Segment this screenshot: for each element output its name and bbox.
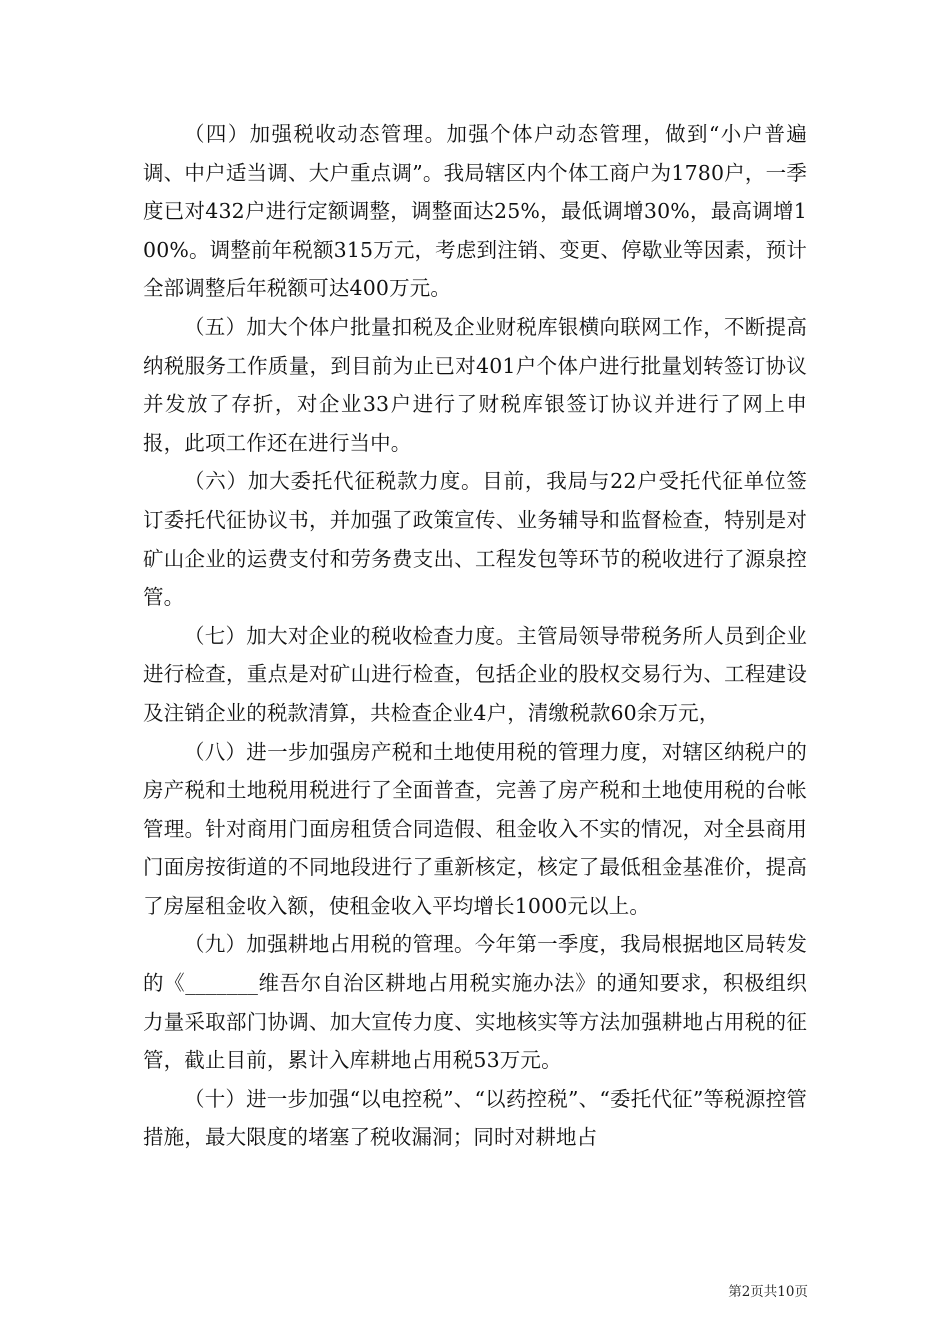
paragraph-5-batch-tax-deduction: （五）加大个体户批量扣税及企业财税库银横向联网工作，不断提高纳税服务工作质量，到目前为止已对401户个体户进行批量划转签订协议并发放了存折，对企业33户进行了财税库银签订协议并进行了网上申报，此项工作还在进行当中。 [143, 314, 807, 455]
paragraph-10-tax-source-control: （十）进一步加强“以电控税”、“以药控税”、“委托代征”等税源控管措施，最大限度的堵塞了税收漏洞；同时对耕地占 [143, 1086, 807, 1150]
paragraph-8-property-land-tax: （八）进一步加强房产税和土地使用税的管理力度，对辖区纳税户的房产税和土地税用税进行了全面普查，完善了房产税和土地使用税的台帐管理。针对商用门面房租赁合同造假、租金收入不实的情况，对全县商用门面房按街道的不同地段进行了重新核定，核定了最低租金基准价，提高了房屋租金收入额，使租金收入平均增长1000元以上。 [143, 739, 807, 918]
paragraph-7-tax-inspection: （七）加大对企业的税收检查力度。主管局领导带税务所人员到企业进行检查，重点是对矿山进行检查，包括企业的股权交易行为、工程建设及注销企业的税款清算，共检查企业4户，清缴税款60余万元， [143, 623, 807, 725]
page-number-footer: 第2页共10页 [728, 1284, 808, 1300]
paragraph-4-tax-dynamic-management: （四）加强税收动态管理。加强个体户动态管理，做到“小户普遍调、中户适当调、大户重点调”。我局辖区内个体工商户为1780户，一季度已对432户进行定额调整，调整面达25%，最低调增30%，最高调增100%。调整前年税额315万元，考虑到注销、变更、停歇业等因素，预计全部调整后年税额可达400万元。 [143, 122, 807, 301]
paragraph-9-farmland-occupation-tax: （九）加强耕地占用税的管理。今年第一季度，我局根据地区局转发的《_______维吾尔自治区耕地占用税实施办法》的通知要求，积极组织力量采取部门协调、加大宣传力度、实地核实等方法加强耕地占用税的征管，截止目前，累计入库耕地占用税53万元。 [143, 932, 807, 1073]
document-body [143, 115, 807, 1157]
paragraph-6-entrusted-collection: （六）加大委托代征税款力度。目前，我局与22户受托代征单位签订委托代征协议书，并加强了政策宣传、业务辅导和监督检查，特别是对矿山企业的运费支付和劳务费支出、工程发包等环节的税收进行了源泉控管。 [143, 469, 807, 610]
